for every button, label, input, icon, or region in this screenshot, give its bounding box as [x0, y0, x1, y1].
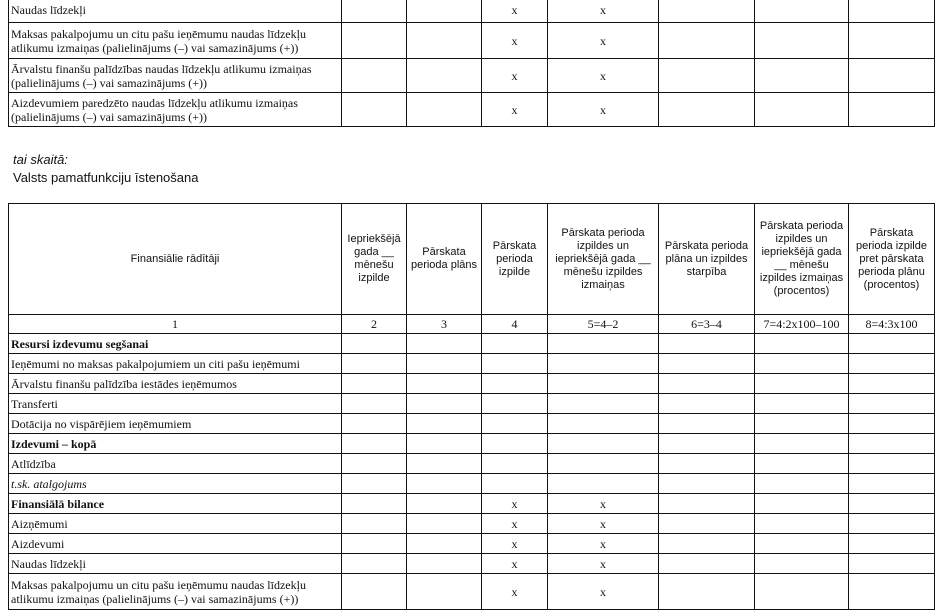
column-number: 7=4:2x100–100 [755, 315, 849, 334]
row-label: Maksas pakalpojumu un citu pašu ieņēmumu naudas līdzekļu atlikumu izmaiņas (palielinājums (–) vai samazinājums (+)) [9, 574, 342, 610]
table-cell [659, 474, 755, 494]
table-cell [849, 494, 935, 514]
table-cell [849, 374, 935, 394]
table-cell [548, 474, 659, 494]
table-cell [407, 0, 482, 23]
table-row [9, 394, 935, 414]
table-cell [342, 394, 407, 414]
row-label: Ārvalstu finanšu palīdzība iestādes ieņēmumos [9, 374, 342, 394]
row-label: Aizdevumiem paredzēto naudas līdzekļu atlikumu izmaiņas (palielinājums (–) vai samazinājums (+)) [9, 93, 342, 127]
table-row [9, 514, 935, 534]
table-cell [659, 574, 755, 610]
table-cell [849, 93, 935, 127]
row-label: Finansiālā bilance [9, 494, 342, 514]
table-cell: x [548, 59, 659, 93]
column-number: 1 [9, 315, 342, 334]
header-cell: Finansiālie rādītāji [9, 204, 342, 315]
table-cell [407, 23, 482, 59]
table-cell: x [482, 0, 548, 23]
table-cell [849, 554, 935, 574]
table-row [9, 534, 935, 554]
table-row [9, 414, 935, 434]
table-cell [659, 554, 755, 574]
table-cell [659, 354, 755, 374]
table-cell [659, 434, 755, 454]
column-number-row [9, 315, 935, 334]
table-cell: x [482, 93, 548, 127]
main-table [8, 203, 935, 610]
table-cell [482, 454, 548, 474]
row-label: t.sk. atalgojums [9, 474, 342, 494]
table-cell [755, 434, 849, 454]
table-row [9, 59, 935, 93]
table-cell [407, 514, 482, 534]
table-cell [849, 454, 935, 474]
table-row [9, 434, 935, 454]
table-cell: x [482, 574, 548, 610]
table-cell: x [548, 23, 659, 59]
table-cell [342, 334, 407, 354]
table-cell [548, 454, 659, 474]
top-table-body [9, 0, 935, 127]
table-cell [659, 534, 755, 554]
table-cell [659, 0, 755, 23]
table-cell [548, 394, 659, 414]
table-cell [407, 454, 482, 474]
main-table-body [9, 334, 935, 610]
table-cell [482, 334, 548, 354]
table-cell [849, 0, 935, 23]
table-cell: x [482, 554, 548, 574]
table-cell [482, 374, 548, 394]
table-cell [407, 534, 482, 554]
table-cell [407, 474, 482, 494]
row-label: Transferti [9, 394, 342, 414]
row-label: Naudas līdzekļi [9, 554, 342, 574]
table-row [9, 0, 935, 23]
table-cell [342, 374, 407, 394]
row-label: Maksas pakalpojumu un citu pašu ieņēmumu naudas līdzekļu atlikumu izmaiņas (palielinājums (–) vai samazinājums (+)) [9, 23, 342, 59]
column-number: 5=4–2 [548, 315, 659, 334]
table-cell [342, 23, 407, 59]
top-table [8, 0, 935, 127]
table-cell [482, 394, 548, 414]
table-cell [407, 354, 482, 374]
table-cell [755, 514, 849, 534]
header-cell: Pārskata perioda izpildes un iepriekšējā gada __ mēnešu izpildes izmaiņas [548, 204, 659, 315]
table-cell [482, 414, 548, 434]
row-label: Dotācija no vispārējiem ieņēmumiem [9, 414, 342, 434]
header-cell: Pārskata perioda plāna un izpildes starpība [659, 204, 755, 315]
table-cell [342, 454, 407, 474]
column-number: 2 [342, 315, 407, 334]
table-cell [548, 414, 659, 434]
table-cell [755, 93, 849, 127]
table-cell [548, 434, 659, 454]
table-cell [407, 574, 482, 610]
table-cell [755, 59, 849, 93]
table-cell: x [482, 534, 548, 554]
header-cell: Iepriekšējā gada __ mēnešu izpilde [342, 204, 407, 315]
table-cell [407, 434, 482, 454]
table-cell [407, 494, 482, 514]
table-cell [548, 354, 659, 374]
table-cell [755, 354, 849, 374]
table-cell: x [548, 534, 659, 554]
table-row [9, 23, 935, 59]
row-label: Resursi izdevumu segšanai [9, 334, 342, 354]
header-cell: Pārskata perioda plāns [407, 204, 482, 315]
table-cell [755, 454, 849, 474]
row-label: Ārvalstu finanšu palīdzības naudas līdzekļu atlikumu izmaiņas (palielinājums (–) vai samazinājums (+)) [9, 59, 342, 93]
table-cell [849, 434, 935, 454]
table-cell [849, 59, 935, 93]
table-cell [342, 554, 407, 574]
table-row [9, 574, 935, 610]
table-row [9, 374, 935, 394]
table-cell [849, 354, 935, 374]
table-cell [659, 514, 755, 534]
table-cell [659, 93, 755, 127]
table-cell [482, 354, 548, 374]
table-cell [659, 374, 755, 394]
table-cell [342, 574, 407, 610]
table-cell [407, 394, 482, 414]
header-row [9, 204, 935, 315]
table-row [9, 93, 935, 127]
column-number: 4 [482, 315, 548, 334]
table-cell [659, 394, 755, 414]
column-number: 6=3–4 [659, 315, 755, 334]
table-cell: x [548, 93, 659, 127]
table-cell [342, 434, 407, 454]
table-cell [755, 334, 849, 354]
table-cell [849, 534, 935, 554]
table-cell [342, 93, 407, 127]
table-cell: x [482, 59, 548, 93]
table-cell [659, 494, 755, 514]
table-cell [755, 0, 849, 23]
table-cell [849, 334, 935, 354]
table-cell [755, 494, 849, 514]
caption-section-title: Valsts pamatfunkciju īstenošana [13, 170, 199, 185]
caption-tai-skaita: tai skaitā: [13, 152, 68, 167]
table-cell: x [548, 494, 659, 514]
table-cell [659, 23, 755, 59]
row-label: Aizdevumi [9, 534, 342, 554]
table-cell [407, 374, 482, 394]
table-row [9, 494, 935, 514]
table-cell [548, 374, 659, 394]
table-cell [482, 434, 548, 454]
table-cell [659, 454, 755, 474]
table-cell [659, 414, 755, 434]
table-cell [849, 574, 935, 610]
table-cell [342, 494, 407, 514]
table-cell [342, 474, 407, 494]
table-cell [548, 334, 659, 354]
row-label: Ieņēmumi no maksas pakalpojumiem un citi pašu ieņēmumi [9, 354, 342, 374]
table-cell [342, 0, 407, 23]
table-cell [849, 23, 935, 59]
table-cell: x [482, 23, 548, 59]
table-cell: x [548, 0, 659, 23]
table-cell [755, 474, 849, 494]
header-cell: Pārskata perioda izpilde [482, 204, 548, 315]
table-cell: x [482, 514, 548, 534]
row-label: Izdevumi – kopā [9, 434, 342, 454]
table-cell [659, 334, 755, 354]
column-number: 3 [407, 315, 482, 334]
table-cell [849, 414, 935, 434]
table-cell [849, 474, 935, 494]
table-cell: x [482, 494, 548, 514]
table-cell [407, 414, 482, 434]
table-cell [755, 394, 849, 414]
header-cell: Pārskata perioda izpildes un iepriekšējā gada __ mēnešu izpildes izmaiņas (procentos) [755, 204, 849, 315]
row-label: Atlīdzība [9, 454, 342, 474]
row-label: Naudas līdzekļi [9, 0, 342, 23]
table-cell [407, 334, 482, 354]
table-cell [755, 534, 849, 554]
table-cell [755, 574, 849, 610]
row-label: Aizņēmumi [9, 514, 342, 534]
table-row [9, 454, 935, 474]
table-row [9, 474, 935, 494]
table-cell [342, 354, 407, 374]
table-cell [407, 93, 482, 127]
table-cell [407, 554, 482, 574]
table-cell [755, 23, 849, 59]
table-cell [342, 534, 407, 554]
table-row [9, 354, 935, 374]
table-cell [482, 474, 548, 494]
table-cell [342, 59, 407, 93]
column-number: 8=4:3x100 [849, 315, 935, 334]
table-cell [849, 394, 935, 414]
table-cell: x [548, 554, 659, 574]
table-cell [849, 514, 935, 534]
table-row [9, 334, 935, 354]
header-cell: Pārskata perioda izpilde pret pārskata perioda plānu (procentos) [849, 204, 935, 315]
table-cell [755, 374, 849, 394]
table-cell [659, 59, 755, 93]
table-cell: x [548, 574, 659, 610]
table-cell [407, 59, 482, 93]
table-cell [755, 414, 849, 434]
table-cell [342, 414, 407, 434]
table-row [9, 554, 935, 574]
table-cell: x [548, 514, 659, 534]
table-cell [342, 514, 407, 534]
table-cell [755, 554, 849, 574]
